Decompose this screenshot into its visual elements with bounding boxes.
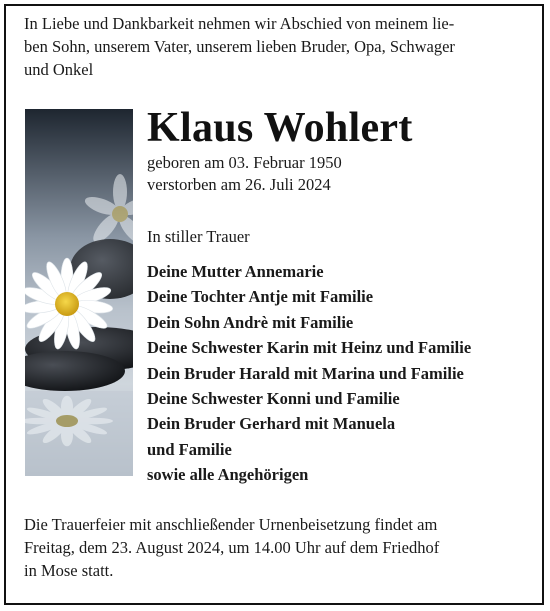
mourner-line: Deine Schwester Konni und Familie <box>147 389 400 409</box>
intro-line: ben Sohn, unserem Vater, unserem lieben Bruder, Opa, Schwager <box>24 37 455 56</box>
mourner-line: Dein Bruder Harald mit Marina und Familie <box>147 363 464 383</box>
intro-line: und Onkel <box>24 60 94 79</box>
mourners-list <box>147 259 471 488</box>
mourning-phrase: In stiller Trauer <box>147 227 250 246</box>
mourner-line: Dein Bruder Gerhard mit Manuela <box>147 414 396 434</box>
closing-line: Freitag, dem 23. August 2024, um 14.00 Uhr auf dem Friedhof <box>24 538 440 557</box>
closing-line: in Mose statt. <box>24 561 114 580</box>
closing-line: Die Trauerfeier mit anschließender Urnenbeisetzung findet am <box>24 515 438 534</box>
intro-line: In Liebe und Dankbarkeit nehmen wir Abschied von meinem lie- <box>24 14 455 33</box>
daisy-stones-photo <box>25 109 133 476</box>
birth-date: geboren am 03. Februar 1950 <box>147 153 342 172</box>
mourner-line: Deine Mutter Annemarie <box>147 262 324 281</box>
mourner-line: und Familie <box>147 439 232 459</box>
funeral-info <box>24 513 528 582</box>
life-dates <box>147 152 342 196</box>
deceased-name: Klaus Wohlert <box>147 105 413 151</box>
intro-text <box>24 12 528 81</box>
mourner-line: Deine Tochter Antje mit Familie <box>147 287 374 307</box>
death-date: verstorben am 26. Juli 2024 <box>147 175 331 194</box>
mourner-line: Deine Schwester Karin mit Heinz und Familie <box>147 338 472 358</box>
mourner-line: Dein Sohn Andrè mit Familie <box>147 312 354 332</box>
mourner-line: sowie alle Angehörigen <box>147 465 309 485</box>
